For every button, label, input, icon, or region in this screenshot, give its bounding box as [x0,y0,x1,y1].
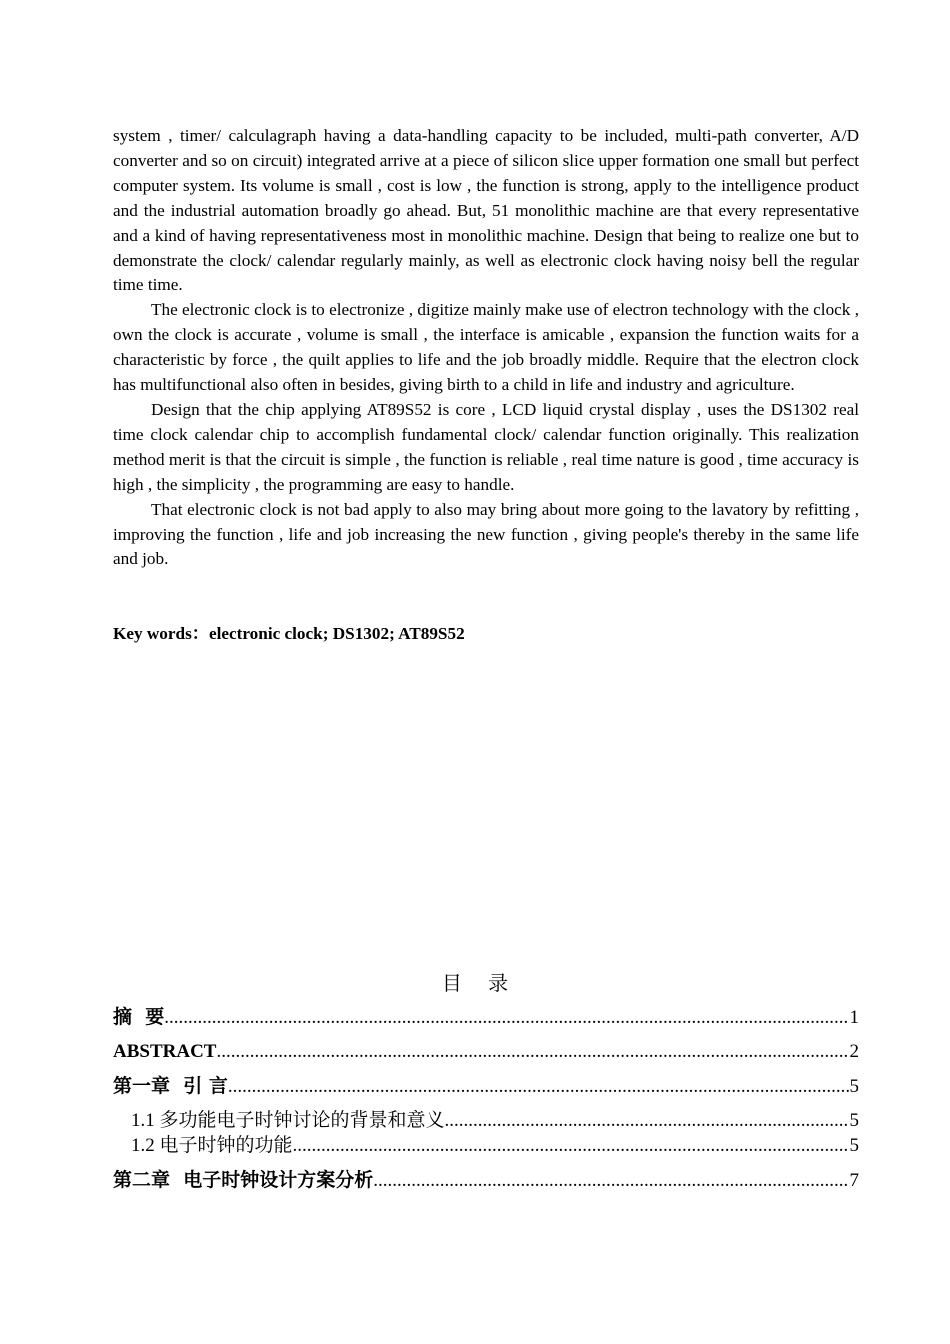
toc-title: 目 录 [441,971,519,995]
toc-entry-section-1-2[interactable] [131,1132,859,1159]
toc-entry-label [131,1107,445,1134]
abstract-body [113,124,859,572]
toc-entry-chapter-2[interactable] [113,1167,859,1194]
abstract-paragraph: That electronic clock is not bad apply to also may bring about more going to the lavatory by refitting , improving the function , life and job increasing the new function , giving people's thereby in the same life and job. [113,499,859,569]
toc-page-number: 5 [849,1076,859,1097]
toc-entry-label: 第一章 引 言 [113,1075,228,1097]
abstract-paragraph: system , timer/ calculagraph having a data-handling capacity to be included, multi-path converter, A/D converter and so on circuit) integrated arrive at a piece of silicon slice upper formation one small but perfect computer system. Its volume is small , cost is low , the function is strong, apply to the intelligence product and the industrial automation broadly go ahead. But, 51 monolithic machine are that every representative and a kind of having representativeness most in monolithic machine. Design that being to realize one but to demonstrate the clock/ calendar regularly mainly, as well as electronic clock having noisy bell the regular time time. [113,126,859,295]
toc-section-number: 1.2 [131,1135,160,1156]
toc-entry-abstract-cn[interactable] [113,1004,859,1031]
abstract-paragraph: Design that the chip applying AT89S52 is core , LCD liquid crystal display , uses the DS1302 real time clock calendar chip to accomplish fundamental clock/ calendar function originally. This realization method merit is that the circuit is simple , the function is reliable , real time nature is good , time accuracy is high , the simplicity , the programming are easy to handle. [113,399,859,494]
toc-section-title: 多功能电子时钟讨论的背景和意义 [159,1109,445,1131]
toc-entry-section-1-1[interactable] [131,1107,859,1134]
toc-section-title: 电子时钟的功能 [159,1134,293,1156]
toc-dot-leader [164,1005,848,1031]
toc-entry-label: 摘 要 [113,1006,165,1028]
toc-page-number: 7 [849,1170,859,1191]
abstract-paragraph: The electronic clock is to electronize , digitize mainly make use of electron technology with the clock , own the clock is accurate , volume is small , the interface is amicable , expansion the function waits for a characteristic by force , the quilt applies to life and the job broadly middle. Require that the electron clock has multifunctional also often in besides, giving birth to a child in life and industry and agriculture. [113,300,859,395]
toc-dot-leader [216,1039,848,1065]
toc-entry-label [131,1132,293,1159]
toc-entry-abstract-en[interactable] [113,1039,859,1065]
toc-entry-label: ABSTRACT [113,1041,217,1062]
toc-dot-leader [228,1074,849,1100]
toc-entry-chapter-1[interactable] [113,1073,859,1100]
keywords-line: Key words：electronic clock; DS1302; AT89S52 [113,624,465,643]
toc-dot-leader [373,1168,848,1194]
toc-page-number: 5 [849,1110,859,1131]
toc-page-number: 5 [849,1135,859,1156]
toc-section-number: 1.1 [131,1110,160,1131]
toc-page-number: 2 [849,1041,859,1062]
toc-page-number: 1 [849,1007,859,1028]
toc-dot-leader [293,1133,849,1159]
toc-entry-label: 第二章 电子时钟设计方案分析 [113,1169,374,1191]
toc-dot-leader [445,1108,849,1134]
